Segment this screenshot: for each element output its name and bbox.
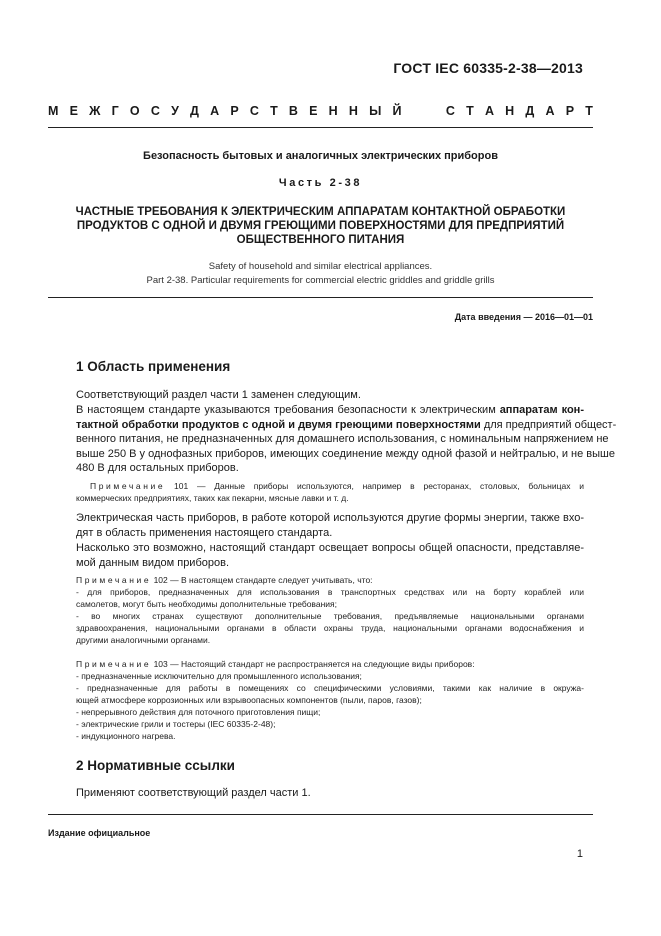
banner-word-gap (413, 104, 435, 118)
banner-letter: Р (565, 104, 575, 118)
text-line: здравоохранения, национальными органами в области охраны труда, национальными органами водоснабжения и (76, 623, 584, 633)
text-line: 480 В для остальных приборов. (76, 462, 239, 474)
banner-letter: Т (466, 104, 474, 118)
main-title (48, 205, 593, 247)
banner-letter: С (445, 104, 455, 118)
text-run: В настоящем стандарте указываются требования безопасности к электрическим (76, 404, 500, 416)
banner-letter: Н (348, 104, 358, 118)
banner-letter: Т (585, 104, 593, 118)
banner-letter: С (150, 104, 160, 118)
text-line: венного питания, не предназначенных для домашнего использования, с номинальным напряжением не (76, 433, 609, 445)
english-title (48, 260, 593, 288)
text-line: Электрическая часть приборов, в работе которой используются другие формы энергии, также вхо- (76, 512, 584, 524)
text-line: мой данным видом приборов. (76, 556, 230, 569)
text-line: - предназначенные исключительно для промышленного использования; (76, 671, 362, 681)
banner-letter: Ж (89, 104, 101, 118)
banner-letter: В (288, 104, 298, 118)
section-2-paragraph-1: Применяют соответствующий раздел части 1. (76, 787, 311, 799)
text-line: - электрические грили и тостеры (IEC 60335-2-48); (76, 719, 276, 729)
english-title-line: Safety of household and similar electrical appliances. (208, 261, 433, 272)
section-1-heading: 1 Область применения (76, 359, 231, 374)
banner-letter: А (545, 104, 555, 118)
note-lead: Примечание (76, 575, 152, 585)
part-number: Часть 2-38 (278, 177, 363, 189)
banner-letter: О (129, 104, 140, 118)
banner-letter: Д (525, 104, 535, 118)
banner-letter: Г (111, 104, 119, 118)
text-line: другими аналогичными органами. (76, 635, 211, 645)
english-title-line: Part 2-38. Particular requirements for commercial electric griddles and griddle grills (146, 275, 495, 286)
title-divider (48, 297, 593, 298)
text-line: Насколько это возможно, настоящий стандарт освещает вопросы общей опасности, представляе- (76, 542, 584, 554)
document-code: ГОСТ IEC 60335-2-38—2013 (393, 60, 583, 76)
emphasis-text: аппаратам кон- (499, 404, 584, 416)
standard-subtitle: Безопасность бытовых и аналогичных электрических приборов (143, 150, 498, 162)
text-line: - предназначенные для работы в помещениях со специфическими условиями, такими как наличие в окружа- (76, 683, 584, 693)
banner-letter: С (249, 104, 259, 118)
banner-letter: У (171, 104, 179, 118)
note-102 (76, 574, 584, 646)
main-title-line: ПРОДУКТОВ С ОДНОЙ И ДВУМЯ ГРЕЮЩИМИ ПОВЕРХНОСТЯМИ ДЛЯ ПРЕДПРИЯТИЙ (76, 220, 565, 232)
text-line: выше 250 В у однофазных приборов, имеющих соединение между одной фазой и нейтралью, и не выше (76, 447, 615, 460)
banner-letter: А (210, 104, 220, 118)
official-edition-label: Издание официальное (48, 828, 151, 838)
banner-letter: М (48, 104, 59, 118)
text-line: - индукционного нагрева. (76, 731, 176, 741)
interstate-standard-banner (48, 104, 593, 118)
main-title-line: ОБЩЕСТВЕННОГО ПИТАНИЯ (236, 234, 405, 246)
text-line: коммерческих предприятиях, таких как пекарни, мясные лавки и т. д. (76, 493, 349, 503)
banner-letter: Д (190, 104, 199, 118)
banner-letter: Н (505, 104, 515, 118)
text-line: - для приборов, предназначенных для использования в транспортных средствах или на борту кораблей или (76, 587, 584, 597)
text-line: самолетов, могут быть необходимы дополнительные требования; (76, 599, 337, 609)
text-line: - во многих странах существуют дополнительные требования, предъявляемые национальными органами (76, 611, 584, 621)
banner-letter: Е (69, 104, 78, 118)
emphasis-text: тактной обработки продуктов с одной и двумя греющими поверхностями (76, 418, 481, 431)
banner-letter: А (484, 104, 494, 118)
text-run: 101 — Данные приборы используются, например в ресторанах, столовых, больницах и (165, 481, 584, 491)
section-2-heading: 2 Нормативные ссылки (76, 758, 235, 773)
text-run: 102 — В настоящем стандарте следует учитывать, что: (151, 575, 373, 585)
section-1-paragraph-3 (76, 511, 584, 540)
section-1-paragraph-1: Соответствующий раздел части 1 заменен следующим. (76, 389, 361, 401)
note-lead: Примечание (76, 659, 152, 669)
banner-letter: Е (309, 104, 318, 118)
page-number: 1 (576, 848, 583, 860)
footer-divider (48, 814, 593, 815)
section-1-paragraph-2 (76, 403, 617, 476)
banner-letter: Р (230, 104, 239, 118)
text-run: 103 — Настоящий стандарт не распространяется на следующие виды приборов: (151, 659, 475, 669)
introduction-date: Дата введения — 2016—01—01 (454, 312, 593, 322)
text-line: ющей атмосфере коррозионных или взрывоопасных компонентов (пыли, паров, газов); (76, 695, 422, 705)
text-run: для предприятий общест- (480, 418, 617, 431)
note-lead: Примечание (90, 481, 166, 491)
banner-letter: Й (392, 104, 402, 118)
note-101 (76, 480, 584, 504)
banner-letter: Н (328, 104, 338, 118)
banner-letter: Т (270, 104, 278, 118)
banner-letter: Ы (369, 104, 382, 118)
text-line: дят в область применения настоящего стандарта. (76, 526, 333, 539)
main-title-line: ЧАСТНЫЕ ТРЕБОВАНИЯ К ЭЛЕКТРИЧЕСКИМ АППАРАТАМ КОНТАКТНОЙ ОБРАБОТКИ (75, 206, 566, 218)
text-line: - непрерывного действия для поточного приготовления пищи; (76, 707, 321, 717)
section-1-paragraph-4 (76, 541, 584, 570)
note-103 (76, 658, 584, 742)
header-divider (48, 127, 593, 128)
